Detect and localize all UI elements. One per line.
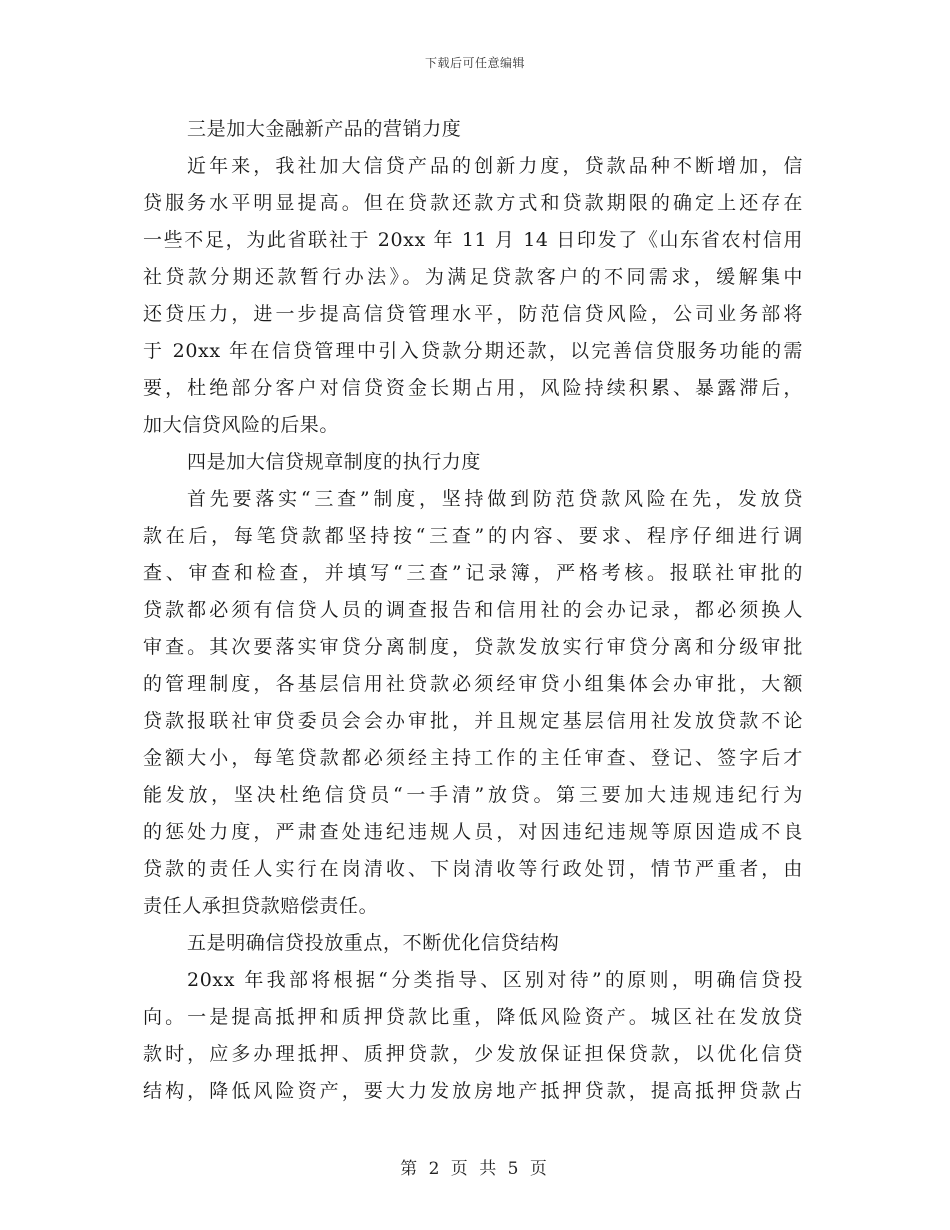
text-line: 向。一是提高抵押和质押贷款比重，降低风险资产。城区社在发放贷 — [143, 1006, 803, 1028]
text-line: 款在后，每笔贷款都坚持按“三查”的内容、要求、程序仔细进行调 — [143, 525, 803, 547]
text-line: 查、审查和检查，并填写“三查”记录簿，严格考核。报联社审批的 — [143, 562, 803, 584]
text-line: 还贷压力，进一步提高信贷管理水平，防范信贷风险，公司业务部将 — [143, 303, 803, 325]
paragraph — [143, 444, 803, 481]
text-line: 责任人承担贷款赔偿责任。 — [143, 895, 379, 917]
text-line: 三是加大金融新产品的营销力度 — [187, 118, 462, 140]
text-line: 一些不足，为此省联社于 20xx 年 11 月 14 日印发了《山东省农村信用 — [143, 229, 803, 251]
text-line: 20xx 年我部将根据“分类指导、区别对待”的原则，明确信贷投 — [187, 969, 803, 991]
paragraph — [143, 925, 803, 962]
paragraph — [143, 111, 803, 148]
text-line: 审查。其次要落实审贷分离制度，贷款发放实行审贷分离和分级审批 — [143, 636, 803, 658]
text-line: 贷款的责任人实行在岗清收、下岗清收等行政处罚，情节严重者，由 — [143, 858, 803, 880]
text-line: 的管理制度，各基层信用社贷款必须经审贷小组集体会办审批，大额 — [143, 673, 803, 695]
paragraph — [143, 962, 803, 1110]
paragraph — [143, 148, 803, 444]
text-line: 款时，应多办理抵押、质押贷款，少发放保证担保贷款，以优化信贷 — [143, 1043, 803, 1065]
text-line: 五是明确信贷投放重点，不断优化信贷结构 — [187, 932, 560, 954]
text-line: 贷服务水平明显提高。但在贷款还款方式和贷款期限的确定上还存在 — [143, 192, 803, 214]
text-line: 加大信贷风险的后果。 — [143, 414, 340, 436]
paragraph — [143, 481, 803, 925]
text-line: 于 20xx 年在信贷管理中引入贷款分期还款，以完善信贷服务功能的需 — [143, 340, 803, 362]
text-line: 社贷款分期还款暂行办法》。为满足贷款客户的不同需求，缓解集中 — [143, 266, 803, 288]
text-line: 近年来，我社加大信贷产品的创新力度，贷款品种不断增加，信 — [187, 155, 803, 177]
text-line: 四是加大信贷规章制度的执行力度 — [187, 451, 482, 473]
text-line: 要，杜绝部分客户对信贷资金长期占用，风险持续积累、暴露滞后， — [143, 377, 803, 399]
text-line: 结构，降低风险资产，要大力发放房地产抵押贷款，提高抵押贷款占 — [143, 1080, 803, 1102]
text-line: 首先要落实“三查”制度，坚持做到防范贷款风险在先，发放贷 — [187, 488, 803, 510]
text-line: 贷款报联社审贷委员会会办审批，并且规定基层信用社发放贷款不论 — [143, 710, 803, 732]
document-body — [143, 111, 803, 1110]
text-line: 金额大小，每笔贷款都必须经主持工作的主任审查、登记、签字后才 — [143, 747, 803, 769]
page-number-footer: 第 2 页 共 5 页 — [400, 1159, 550, 1179]
text-line: 贷款都必须有信贷人员的调查报告和信用社的会办记录，都必须换人 — [143, 599, 803, 621]
page-header-note: 下载后可任意编辑 — [424, 56, 525, 70]
text-line: 的惩处力度，严肃查处违纪违规人员，对因违纪违规等原因造成不良 — [143, 821, 803, 843]
text-line: 能发放，坚决杜绝信贷员“一手清”放贷。第三要加大违规违纪行为 — [143, 784, 803, 806]
